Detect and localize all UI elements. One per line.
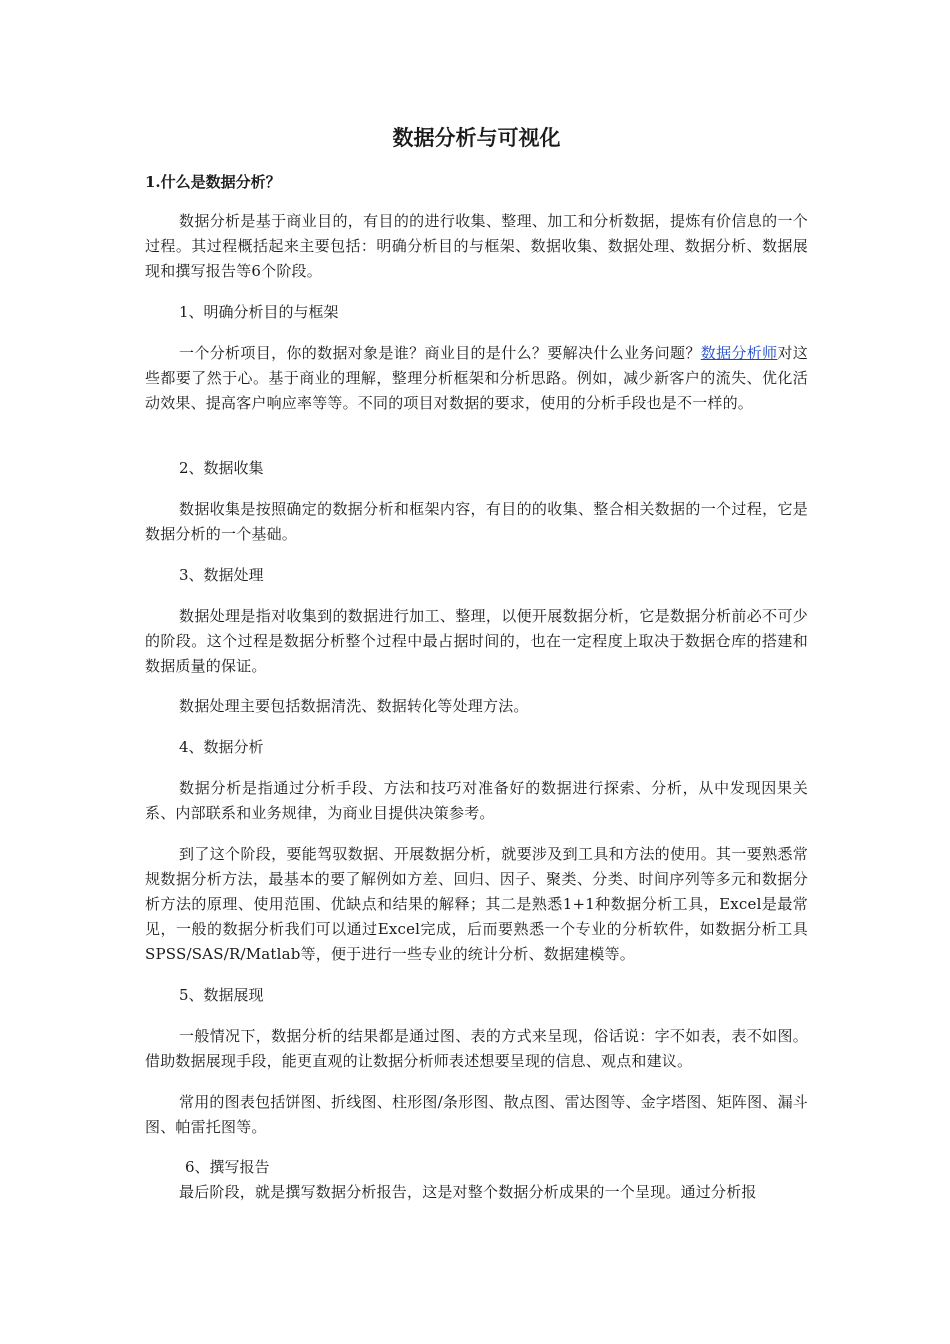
step4-paragraph-2: 到了这个阶段，要能驾驭数据、开展数据分析，就要涉及到工具和方法的使用。其一要熟悉常规数据分析方法，最基本的要了解例如方差、回归、因子、聚类、分类、时间序列等多元和数据分析方法的原理、使用范围、优缺点和结果的解释；其二是熟悉1+1种数据分析工具，Excel是最常见，一般的数据分析我们可以通过Excel完成，后而要熟悉一个专业的分析软件，如数据分析工具SPSS/SAS/R/Matlab等，便于进行一些专业的统计分析、数据建模等。 <box>145 845 808 963</box>
step6-heading: 6、撰写报告 <box>185 1158 270 1176</box>
step3-paragraph-2: 数据处理主要包括数据清洗、数据转化等处理方法。 <box>179 697 529 715</box>
step4-paragraph-1: 数据分析是指通过分析手段、方法和技巧对准备好的数据进行探索、分析，从中发现因果关系、内部联系和业务规律，为商业目提供决策参考。 <box>145 779 808 822</box>
step5-heading: 5、数据展现 <box>179 986 264 1004</box>
step1-text-after: 对这些都要了然于心。基于商业的理解，整理分析框架和分析思路。例如，减少新客户的流失、优化活动效果、提高客户响应率等等。不同的项目对数据的要求，使用的分析手段也是不一样的。 <box>145 344 808 412</box>
step1-text-before: 一个分析项目，你的数据对象是谁？商业目的是什么？要解决什么业务问题？ <box>179 344 701 362</box>
document-title: 数据分析与可视化 <box>392 125 561 150</box>
step2-heading: 2、数据收集 <box>179 459 264 477</box>
step6-paragraph: 最后阶段，就是撰写数据分析报告，这是对整个数据分析成果的一个呈现。通过分析报 <box>179 1183 757 1201</box>
step2-paragraph: 数据收集是按照确定的数据分析和框架内容，有目的的收集、整合相关数据的一个过程，它是数据分析的一个基础。 <box>145 500 808 543</box>
step1-paragraph <box>145 341 808 416</box>
step5-paragraph-2: 常用的图表包括饼图、折线图、柱形图/条形图、散点图、雷达图等、金字塔图、矩阵图、漏斗图、帕雷托图等。 <box>145 1093 808 1136</box>
step1-heading: 1、明确分析目的与框架 <box>179 303 339 321</box>
step4-heading: 4、数据分析 <box>179 738 264 756</box>
step5-paragraph-1: 一般情况下，数据分析的结果都是通过图、表的方式来呈现，俗话说：字不如表，表不如图。借助数据展现手段，能更直观的让数据分析师表述想要呈现的信息、观点和建议。 <box>145 1027 808 1070</box>
step3-paragraph-1: 数据处理是指对收集到的数据进行加工、整理，以便开展数据分析，它是数据分析前必不可少的阶段。这个过程是数据分析整个过程中最占据时间的，也在一定程度上取决于数据仓库的搭建和数据质量的保证。 <box>145 607 808 675</box>
step3-heading: 3、数据处理 <box>179 566 264 584</box>
intro-paragraph: 数据分析是基于商业目的，有目的的进行收集、整理、加工和分析数据，提炼有价信息的一个过程。其过程概括起来主要包括：明确分析目的与框架、数据收集、数据处理、数据分析、数据展现和撰写报告等6个阶段。 <box>145 212 808 280</box>
section-heading-what-is-data-analysis: 1.什么是数据分析？ <box>145 173 281 191</box>
data-analyst-link[interactable]: 数据分析师 <box>700 344 778 362</box>
